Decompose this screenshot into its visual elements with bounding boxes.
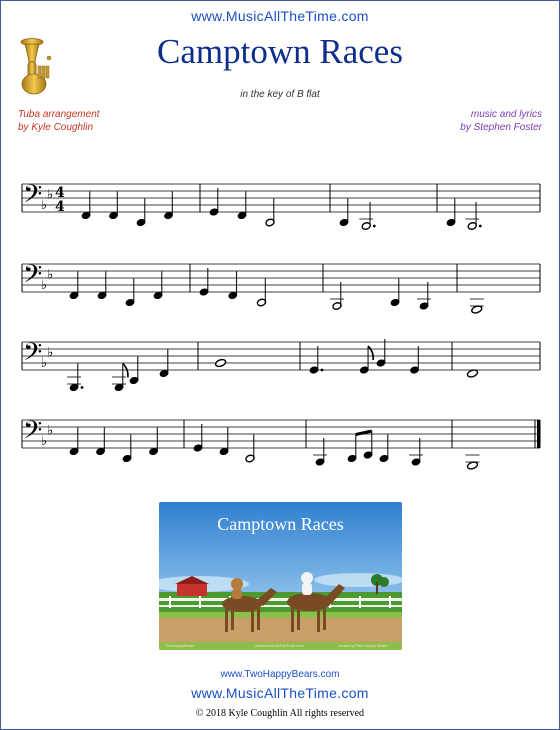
composer-line-2: by Stephen Foster (460, 122, 542, 133)
copyright: © 2018 Kyle Coughlin All rights reserved (195, 708, 365, 719)
augmentation-dot (321, 369, 324, 372)
augmentation-dot (373, 225, 376, 228)
note-head (215, 358, 227, 367)
promo-title: Camptown Races (217, 514, 344, 534)
augmentation-dot (479, 225, 482, 228)
promo-footer-mid: www.MusicAllTheTime.com (255, 643, 304, 648)
key-signature-flat: ♭ (41, 198, 48, 213)
bass-clef-icon: 𝄢 (23, 338, 43, 373)
note-flag (368, 346, 373, 360)
promo-footer-right: music by Two Happy Bears (339, 643, 388, 648)
time-signature-bottom: 4 (55, 199, 65, 215)
promo-footer-left: TwoHappyBears (165, 643, 195, 648)
key-signature-flat: ♭ (41, 278, 48, 293)
key-signature-flat: ♭ (47, 345, 54, 361)
arranger-line-2: by Kyle Coughlin (18, 122, 94, 133)
note-flag (123, 364, 128, 378)
key-signature-flat: ♭ (41, 434, 48, 449)
key-signature-flat: ♭ (47, 267, 54, 283)
time-signature-top: 4 (55, 185, 65, 201)
site-url-top[interactable]: www.MusicAllTheTime.com (191, 8, 369, 24)
bass-clef-icon: 𝄢 (23, 180, 43, 215)
bass-clef-icon: 𝄢 (23, 416, 43, 451)
final-barline (537, 420, 541, 448)
song-title: Camptown Races (157, 32, 403, 71)
promo-image[interactable] (159, 502, 402, 650)
key-signature-flat: ♭ (41, 356, 48, 371)
site-url-bottom[interactable]: www.MusicAllTheTime.com (191, 685, 369, 701)
key-text: in the key of B flat (240, 89, 320, 100)
bass-clef-icon: 𝄢 (23, 260, 43, 295)
key-signature-flat: ♭ (47, 423, 54, 439)
two-happy-bears-link[interactable]: www.TwoHappyBears.com (220, 669, 340, 680)
composer-line-1: music and lyrics (470, 109, 542, 120)
key-signature-flat: ♭ (47, 187, 54, 203)
arranger-line-1: Tuba arrangement (18, 109, 100, 120)
augmentation-dot (81, 386, 84, 389)
